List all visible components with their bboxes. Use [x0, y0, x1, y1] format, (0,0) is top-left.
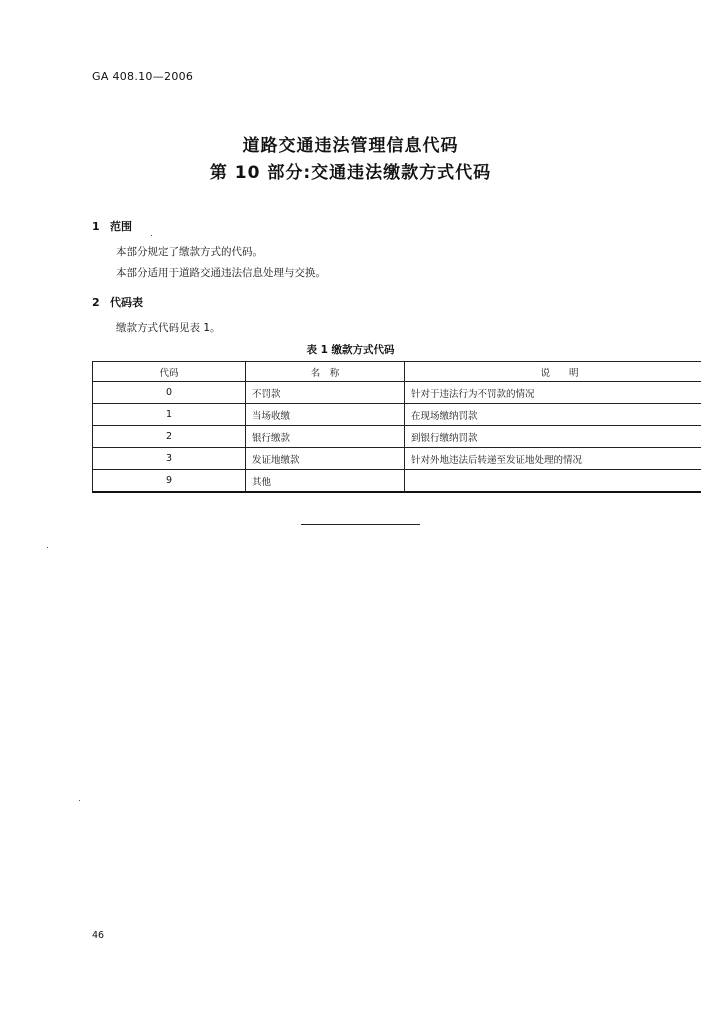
- scan-speck: [151, 235, 152, 236]
- cell-description: 在现场缴纳罚款: [405, 404, 701, 426]
- cell-name: 银行缴款: [246, 426, 405, 448]
- header-description: 说 明: [405, 362, 701, 382]
- cell-description: 针对于违法行为不罚款的情况: [405, 382, 701, 404]
- cell-name: 当场收缴: [246, 404, 405, 426]
- table-row: [93, 470, 701, 493]
- cell-code: 0: [93, 382, 246, 404]
- scan-speck: [47, 547, 48, 548]
- codetable-paragraph: 缴款方式代码见表 1。: [116, 322, 221, 334]
- cell-description: 针对外地违法后转递至发证地处理的情况: [405, 448, 701, 470]
- cell-name: 其他: [246, 470, 405, 493]
- section-codetable-heading: [92, 294, 143, 310]
- section-number: 2: [92, 296, 100, 309]
- document-subtitle: 第 10 部分:交通违法缴款方式代码: [209, 163, 492, 183]
- table-caption: 表 1 缴款方式代码: [306, 344, 395, 356]
- section-scope-heading: [92, 218, 132, 234]
- cell-name: 发证地缴款: [246, 448, 405, 470]
- scope-paragraph-1: 本部分规定了缴款方式的代码。: [116, 246, 263, 258]
- document-title: 道路交通违法管理信息代码: [242, 136, 459, 156]
- cell-code: 1: [93, 404, 246, 426]
- section-title: 代码表: [110, 296, 143, 309]
- cell-code: 3: [93, 448, 246, 470]
- table-row: [93, 404, 701, 426]
- scan-speck: [79, 800, 80, 801]
- cell-code: 9: [93, 470, 246, 493]
- payment-method-code-table: [92, 361, 701, 493]
- table-row: [93, 382, 701, 404]
- cell-name: 不罚款: [246, 382, 405, 404]
- header-name: 名 称: [246, 362, 405, 382]
- header-code: 代码: [93, 362, 246, 382]
- section-number: 1: [92, 220, 100, 233]
- table-row: [93, 448, 701, 470]
- page-number: 46: [92, 930, 105, 941]
- cell-description: [405, 470, 701, 493]
- section-title: 范围: [110, 220, 132, 233]
- end-of-document-rule: [301, 524, 420, 525]
- cell-code: 2: [93, 426, 246, 448]
- table-header-row: [93, 362, 701, 382]
- standard-number: GA 408.10—2006: [92, 70, 194, 83]
- table-row: [93, 426, 701, 448]
- cell-description: 到银行缴纳罚款: [405, 426, 701, 448]
- scope-paragraph-2: 本部分适用于道路交通违法信息处理与交换。: [116, 267, 326, 279]
